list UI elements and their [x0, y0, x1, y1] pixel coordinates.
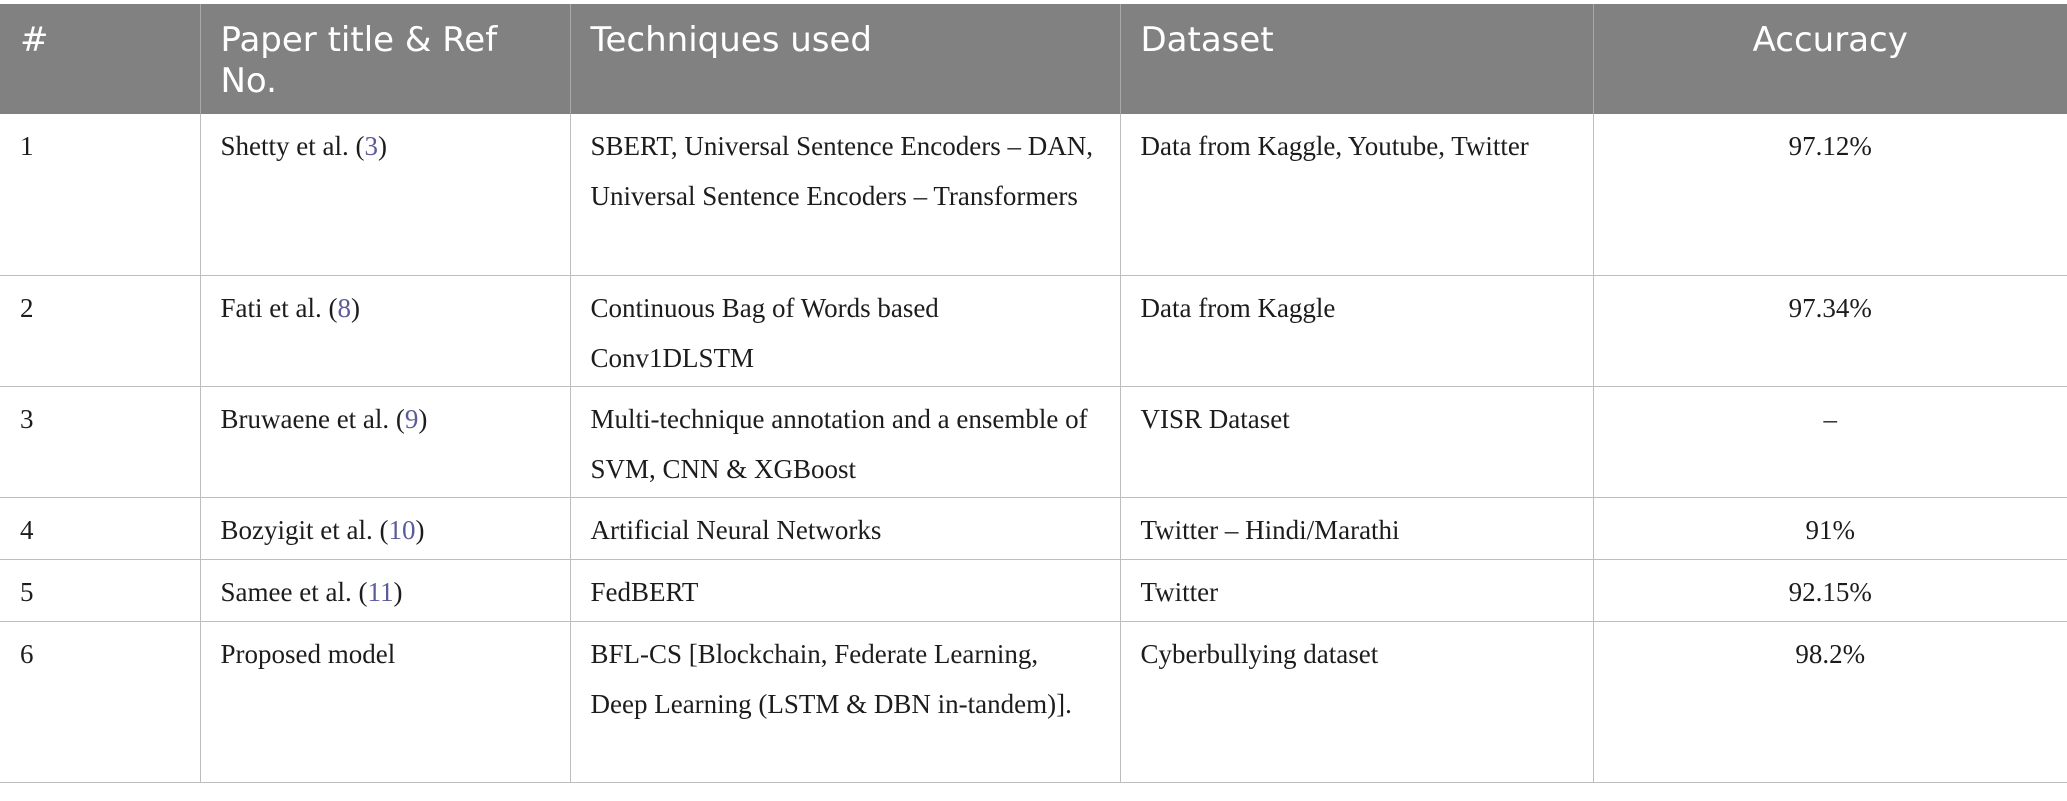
header-techniques: Techniques used: [570, 4, 1120, 114]
cell-paper-title: Proposed model: [200, 621, 570, 782]
header-paper-title: Paper title & Ref No.: [200, 4, 570, 114]
ref-link[interactable]: 11: [367, 576, 394, 607]
cell-dataset: Cyberbullying dataset: [1120, 621, 1593, 782]
cell-dataset: Data from Kaggle, Youtube, Twitter: [1120, 114, 1593, 275]
author-text: Bruwaene et al.: [220, 403, 390, 434]
cell-number: 5: [0, 559, 200, 621]
header-number: #: [0, 4, 200, 114]
table-body: [0, 114, 2067, 782]
table-row: [0, 386, 2067, 497]
cell-dataset: VISR Dataset: [1120, 386, 1593, 497]
cell-accuracy: 92.15%: [1593, 559, 2067, 621]
table-row: [0, 621, 2067, 782]
author-text: Fati et al.: [220, 292, 322, 323]
cell-accuracy: –: [1593, 386, 2067, 497]
ref-link[interactable]: 10: [388, 514, 416, 545]
cell-dataset: Twitter: [1120, 559, 1593, 621]
comparison-table: [0, 4, 2067, 783]
cell-accuracy: 91%: [1593, 497, 2067, 559]
table-row: [0, 114, 2067, 275]
cell-number: 6: [0, 621, 200, 782]
cell-techniques: Artificial Neural Networks: [570, 497, 1120, 559]
cell-techniques: FedBERT: [570, 559, 1120, 621]
cell-number: 2: [0, 275, 200, 386]
author-text: Shetty et al.: [220, 131, 349, 161]
cell-paper-title: Samee et al. (11): [200, 559, 570, 621]
cell-number: 3: [0, 386, 200, 497]
cell-techniques: Continuous Bag of Words based Conv1DLSTM: [570, 275, 1120, 386]
cell-accuracy: 98.2%: [1593, 621, 2067, 782]
cell-accuracy: 97.34%: [1593, 275, 2067, 386]
table-row: [0, 497, 2067, 559]
ref-link[interactable]: 8: [337, 292, 351, 323]
author-text: Bozyigit et al.: [220, 514, 373, 545]
table-header: [0, 4, 2067, 114]
cell-paper-title: Fati et al. (8): [200, 275, 570, 386]
cell-paper-title: Bozyigit et al. (10): [200, 497, 570, 559]
table-row: [0, 275, 2067, 386]
cell-number: 4: [0, 497, 200, 559]
ref-link[interactable]: 3: [364, 131, 378, 161]
cell-techniques: BFL-CS [Blockchain, Federate Learning, Deep Learning (LSTM & DBN in-tandem)].: [570, 621, 1120, 782]
cell-techniques: Multi-technique annotation and a ensemble of SVM, CNN & XGBoost: [570, 386, 1120, 497]
author-text: Samee et al.: [220, 576, 352, 607]
cell-number: 1: [0, 114, 200, 275]
table-row: [0, 559, 2067, 621]
header-row: [0, 4, 2067, 114]
header-dataset: Dataset: [1120, 4, 1593, 114]
header-accuracy: Accuracy: [1593, 4, 2067, 114]
cell-techniques: SBERT, Universal Sentence Encoders – DAN, Universal Sentence Encoders – Transformers: [570, 114, 1120, 275]
cell-dataset: Data from Kaggle: [1120, 275, 1593, 386]
ref-link[interactable]: 9: [404, 403, 419, 434]
cell-dataset: Twitter – Hindi/Marathi: [1120, 497, 1593, 559]
cell-accuracy: 97.12%: [1593, 114, 2067, 275]
cell-paper-title: Bruwaene et al. (9): [200, 386, 570, 497]
cell-paper-title: Shetty et al. (3): [200, 114, 570, 275]
